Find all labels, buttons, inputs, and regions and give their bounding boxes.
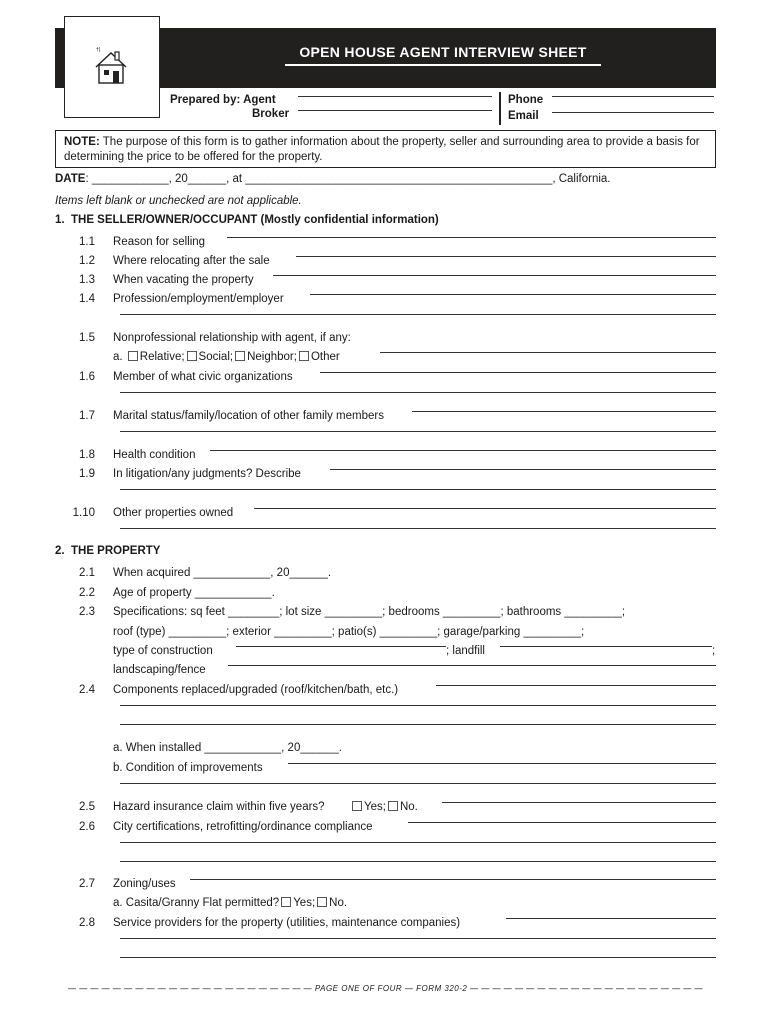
date-line[interactable] — [55, 173, 610, 185]
item-number: 1.8 — [79, 449, 95, 461]
item-number: 2.4 — [79, 684, 95, 696]
spec-semicolon: ; — [712, 645, 716, 657]
email-row — [508, 110, 539, 122]
marital-field-2[interactable] — [120, 431, 716, 432]
item-label: Other properties owned — [113, 507, 234, 519]
hazard-field[interactable] — [442, 802, 716, 803]
item-number: 2.1 — [79, 567, 95, 579]
item-label: In litigation/any judgments? Describe — [113, 468, 301, 480]
house-icon — [93, 45, 129, 87]
item-number: 1.10 — [72, 507, 95, 519]
item-label: Zoning/uses — [113, 878, 176, 890]
spec-line-3a: type of construction — [113, 645, 213, 657]
form-title: OPEN HOUSE AGENT INTERVIEW SHEET — [299, 44, 587, 60]
phone-row — [508, 94, 543, 106]
spec-line-3b: ; landfill — [446, 645, 485, 657]
item-label: Health condition — [113, 449, 196, 461]
no-label: No. — [399, 801, 418, 813]
neighbor-checkbox[interactable] — [235, 351, 245, 361]
litigation-field[interactable] — [330, 469, 716, 470]
item-label: Hazard insurance claim within five years? — [113, 801, 325, 813]
item-number: 1.2 — [79, 255, 95, 267]
item-number: 2.6 — [79, 821, 95, 833]
item-number: 1.3 — [79, 274, 95, 286]
civic-field-2[interactable] — [120, 392, 716, 393]
email-field[interactable] — [552, 112, 714, 113]
landfill-field[interactable] — [500, 646, 712, 647]
note-box — [55, 130, 716, 168]
condition-field[interactable] — [288, 763, 716, 764]
item-label: Profession/employment/employer — [113, 293, 284, 305]
header-divider — [499, 92, 501, 125]
section2-number: 2. — [55, 545, 65, 557]
item-label: Age of property ____________. — [113, 587, 275, 599]
item-number: 1.1 — [79, 236, 95, 248]
profession-field-2[interactable] — [120, 314, 716, 315]
hazard-options — [350, 801, 418, 813]
spec-line-4: landscaping/fence — [113, 664, 206, 676]
relationship-prefix: a. — [113, 351, 123, 363]
other-properties-field-2[interactable] — [120, 528, 716, 529]
certifications-field-3[interactable] — [120, 861, 716, 862]
item-label: Components replaced/upgraded (roof/kitchen/bath, etc.) — [113, 684, 399, 696]
item-number: 2.2 — [79, 587, 95, 599]
item-number: 1.4 — [79, 293, 95, 305]
components-field-3[interactable] — [120, 724, 716, 725]
broker-field[interactable] — [298, 110, 492, 111]
components-field[interactable] — [436, 685, 716, 686]
other-checkbox[interactable] — [299, 351, 309, 361]
item-number: 2.7 — [79, 878, 95, 890]
item-label: Member of what civic organizations — [113, 371, 293, 383]
casita-yes-checkbox[interactable] — [281, 897, 291, 907]
item-number: 1.7 — [79, 410, 95, 422]
casita-no-checkbox[interactable] — [317, 897, 327, 907]
profession-field[interactable] — [310, 294, 716, 295]
item-number: 1.5 — [79, 332, 95, 344]
social-label: Social; — [198, 351, 234, 363]
section1-number: 1. — [55, 214, 65, 226]
health-field[interactable] — [210, 450, 716, 451]
item-label: Where relocating after the sale — [113, 255, 270, 267]
other-label: Other — [310, 351, 340, 363]
vacating-field[interactable] — [273, 275, 716, 276]
service-providers-field[interactable] — [506, 918, 716, 919]
item-label: Service providers for the property (utilities, maintenance companies) — [113, 917, 461, 929]
item-number: 2.5 — [79, 801, 95, 813]
item-number: 1.6 — [79, 371, 95, 383]
other-relationship-field[interactable] — [380, 352, 716, 353]
phone-field[interactable] — [552, 96, 714, 97]
yes-label: Yes; — [364, 801, 386, 813]
note-label: NOTE: — [64, 136, 100, 148]
date-fields: : ____________, 20______, at ________________________________________________, California. — [85, 173, 611, 185]
no-label: No. — [329, 897, 348, 909]
condition-field-2[interactable] — [120, 783, 716, 784]
prepared-by-agent-row — [170, 94, 276, 106]
phone-label: Phone — [508, 94, 544, 106]
relocating-field[interactable] — [296, 256, 716, 257]
section1-heading — [55, 214, 439, 226]
item-label: City certifications, retrofitting/ordinance compliance — [113, 821, 373, 833]
when-installed[interactable]: a. When installed ____________, 20______. — [113, 742, 342, 754]
certifications-field-2[interactable] — [120, 842, 716, 843]
relative-checkbox[interactable] — [128, 351, 138, 361]
landscaping-field[interactable] — [228, 665, 716, 666]
social-checkbox[interactable] — [187, 351, 197, 361]
date-label: DATE — [55, 173, 86, 185]
spec-line-2[interactable]: roof (type) _________; exterior _________; patio(s) _________; garage/parking _________; — [113, 626, 585, 638]
section2-heading — [55, 545, 160, 557]
components-field-2[interactable] — [120, 705, 716, 706]
hazard-no-checkbox[interactable] — [388, 801, 398, 811]
item-label: Specifications: sq feet ________; lot size _________; bedrooms _________; bathrooms _________; — [113, 606, 626, 618]
item-label: When vacating the property — [113, 274, 254, 286]
item-number: 1.9 — [79, 468, 95, 480]
item-label: Reason for selling — [113, 236, 206, 248]
logo-box — [64, 16, 160, 118]
neighbor-label: Neighbor; — [247, 351, 297, 363]
service-providers-field-2[interactable] — [120, 938, 716, 939]
relationship-options — [113, 351, 340, 363]
title-underline — [285, 64, 601, 66]
item-label: Nonprofessional relationship with agent, if any: — [113, 332, 351, 344]
section2-title: THE PROPERTY — [70, 545, 161, 557]
section1-title: THE SELLER/OWNER/OCCUPANT (Mostly confidential information) — [70, 214, 439, 226]
zoning-field[interactable] — [190, 879, 716, 880]
civic-field[interactable] — [320, 372, 716, 373]
blank-note: Items left blank or unchecked are not applicable. — [55, 195, 302, 207]
relative-label: Relative; — [139, 351, 185, 363]
litigation-field-2[interactable] — [120, 489, 716, 490]
casita-row — [113, 897, 347, 909]
reason-for-selling-field[interactable] — [227, 237, 716, 238]
condition-label: b. Condition of improvements — [113, 762, 263, 774]
other-properties-field[interactable] — [254, 508, 716, 509]
certifications-field[interactable] — [408, 822, 716, 823]
marital-field[interactable] — [412, 411, 716, 412]
prepared-by-label: Prepared by: Agent — [170, 94, 276, 106]
broker-row — [252, 108, 289, 120]
svg-text:†|: †| — [96, 47, 101, 53]
agent-field[interactable] — [298, 96, 492, 97]
casita-label: a. Casita/Granny Flat permitted? — [113, 897, 280, 909]
hazard-yes-checkbox[interactable] — [352, 801, 362, 811]
broker-label: Broker — [252, 108, 290, 120]
email-label: Email — [508, 110, 539, 122]
service-providers-field-3[interactable] — [120, 957, 716, 958]
item-label: When acquired ____________, 20______. — [113, 567, 332, 579]
item-number: 2.8 — [79, 917, 95, 929]
note-text: The purpose of this form is to gather information about the property, seller and surrounding area to provide a basis for determining the price to be offered for the property. — [64, 136, 700, 163]
item-number: 2.3 — [79, 606, 95, 618]
item-label: Marital status/family/location of other family members — [113, 410, 384, 422]
page-footer: — — — — — — — — — — — — — — — — — — — — — — PAGE ONE OF FOUR — FORM 320-2 — — — — — — — — — — — — — — — — — — — — — — [67, 984, 704, 993]
yes-label: Yes; — [293, 897, 316, 909]
construction-field[interactable] — [236, 646, 446, 647]
